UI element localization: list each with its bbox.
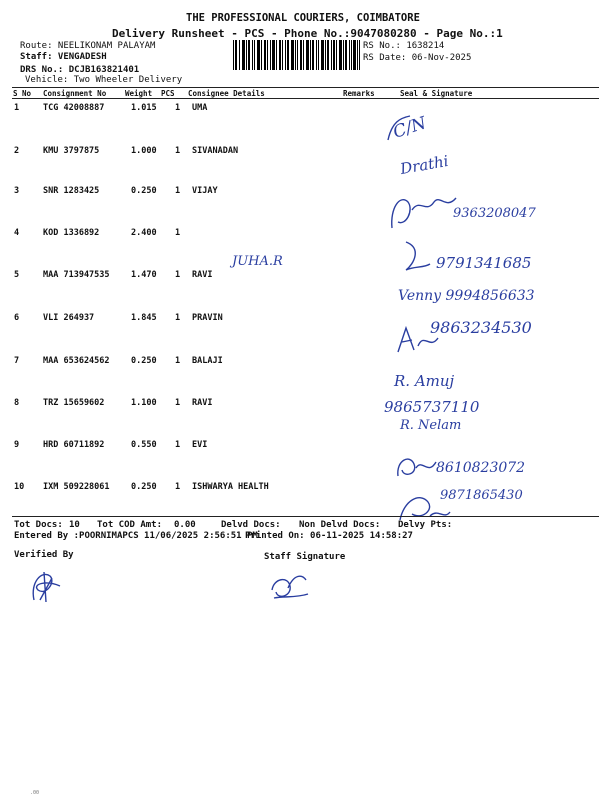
table-top-border: [12, 87, 599, 88]
row-weight: 2.400: [131, 228, 157, 238]
bottom-mark: .00: [30, 790, 40, 796]
staff-signature-icon: [266, 570, 312, 606]
row-sno: 1: [14, 103, 20, 113]
row-pcs: 1: [175, 103, 181, 113]
row-sno: 5: [14, 270, 20, 280]
row-consignee: UMA: [192, 103, 208, 113]
handwritten-phone-5: Venny 9994856633: [398, 288, 535, 304]
row-sno: 6: [14, 313, 20, 323]
row-sno: 7: [14, 356, 20, 366]
col-consignment: Consignment No: [43, 89, 107, 98]
row-consignment: SNR 1283425: [43, 186, 100, 196]
row-sno: 2: [14, 146, 20, 156]
col-sno: S No: [13, 89, 32, 98]
barcode-image: [233, 40, 360, 70]
row-pcs: 1: [175, 228, 181, 238]
row-pcs: 1: [175, 356, 181, 366]
handwritten-phone-3: 9363208047: [453, 206, 536, 221]
handwritten-phone-6: 9863234530: [430, 318, 532, 337]
entered-by: Entered By :POORNIMAPCS 11/06/2025 2:56:51 PM: [14, 531, 258, 541]
row-consignee: PRAVIN: [192, 313, 223, 323]
row-pcs: 1: [175, 398, 181, 408]
row-sno: 3: [14, 186, 20, 196]
handwritten-phone-10: 9871865430: [440, 488, 523, 503]
signature-scribble-9: [392, 450, 442, 484]
handwritten-signature-8: R. Nelam: [400, 418, 462, 433]
row-sno: 9: [14, 440, 20, 450]
signature-scribble-4: [396, 238, 436, 274]
row-weight: 0.250: [131, 482, 157, 492]
tot-docs-value: 10: [69, 520, 80, 530]
row-consignee: EVI: [192, 440, 208, 450]
row-pcs: 1: [175, 270, 181, 280]
staff-signature-label: Staff Signature: [264, 552, 346, 562]
row-consignee: BALAJI: [192, 356, 223, 366]
col-pcs: PCS: [161, 89, 175, 98]
table-bottom-border: [12, 516, 599, 517]
col-weight: Weight: [125, 89, 153, 98]
rs-date: RS Date: 06-Nov-2025: [363, 53, 472, 63]
row-consignment: KOD 1336892: [43, 228, 100, 238]
row-consignee: VIJAY: [192, 186, 218, 196]
row-pcs: 1: [175, 146, 181, 156]
delvd-docs-label: Delvd Docs:: [221, 520, 281, 530]
row-sno: 10: [14, 482, 25, 492]
staff-text: Staff: VENGADESH: [20, 52, 107, 62]
printed-on: Printed On: 06-11-2025 14:58:27: [245, 531, 413, 541]
row-pcs: 1: [175, 440, 181, 450]
row-consignee: ISHWARYA HEALTH: [192, 482, 269, 492]
row-consignment: VLI 264937: [43, 313, 95, 323]
row-consignee: RAVI: [192, 398, 213, 408]
row-consignment: HRD 60711892: [43, 440, 105, 450]
tot-docs-label: Tot Docs:: [14, 520, 63, 530]
handwritten-signature-7: R. Amuj: [394, 372, 455, 390]
delvy-pts-label: Delvy Pts:: [398, 520, 453, 530]
row-weight: 1.845: [131, 313, 157, 323]
runsheet-subtitle: Delivery Runsheet - PCS - Phone No.:9047080280 - Page No.:1: [112, 27, 503, 40]
tot-cod-value: 0.00: [174, 520, 196, 530]
handwritten-phone-8: 9865737110: [384, 398, 480, 416]
handwritten-name-4: JUHA.R: [232, 254, 283, 269]
row-consignee: SIVANADAN: [192, 146, 239, 156]
row-consignment: MAA 713947535: [43, 270, 110, 280]
row-consignment: IXM 509228061: [43, 482, 110, 492]
row-weight: 1.015: [131, 103, 157, 113]
verified-signature-icon: [26, 566, 66, 606]
row-sno: 4: [14, 228, 20, 238]
row-consignment: TCG 42008887: [43, 103, 105, 113]
handwritten-signature-2: Drathi: [398, 151, 450, 179]
row-weight: 1.000: [131, 146, 157, 156]
row-weight: 1.470: [131, 270, 157, 280]
row-consignee: RAVI: [192, 270, 213, 280]
row-pcs: 1: [175, 186, 181, 196]
row-sno: 8: [14, 398, 20, 408]
handwritten-signature-1: C/N: [390, 113, 429, 143]
row-pcs: 1: [175, 313, 181, 323]
signature-scribble-1: [380, 110, 440, 150]
route-text: Route: NEELIKONAM PALAYAM: [20, 41, 156, 51]
drs-number: DRS No.: DCJB163821401: [20, 65, 140, 75]
row-weight: 0.550: [131, 440, 157, 450]
row-pcs: 1: [175, 482, 181, 492]
handwritten-phone-4: 9791341685: [436, 254, 532, 272]
row-consignment: TRZ 15659602: [43, 398, 105, 408]
row-weight: 0.250: [131, 186, 157, 196]
verified-by-label: Verified By: [14, 550, 74, 560]
company-title: THE PROFESSIONAL COURIERS, COIMBATORE: [186, 12, 420, 24]
vehicle-text: Vehicle: Two Wheeler Delivery: [25, 75, 183, 85]
row-weight: 1.100: [131, 398, 157, 408]
rs-number: RS No.: 1638214: [363, 41, 445, 51]
col-remarks: Remarks: [343, 89, 375, 98]
row-consignment: MAA 653624562: [43, 356, 110, 366]
col-signature: Seal & Signature: [400, 89, 473, 98]
table-header-border: [12, 98, 599, 99]
tot-cod-label: Tot COD Amt:: [97, 520, 163, 530]
col-consignee: Consignee Details: [188, 89, 265, 98]
row-weight: 0.250: [131, 356, 157, 366]
non-delvd-docs-label: Non Delvd Docs:: [299, 520, 381, 530]
row-consignment: KMU 3797875: [43, 146, 100, 156]
handwritten-phone-9: 8610823072: [436, 460, 526, 476]
